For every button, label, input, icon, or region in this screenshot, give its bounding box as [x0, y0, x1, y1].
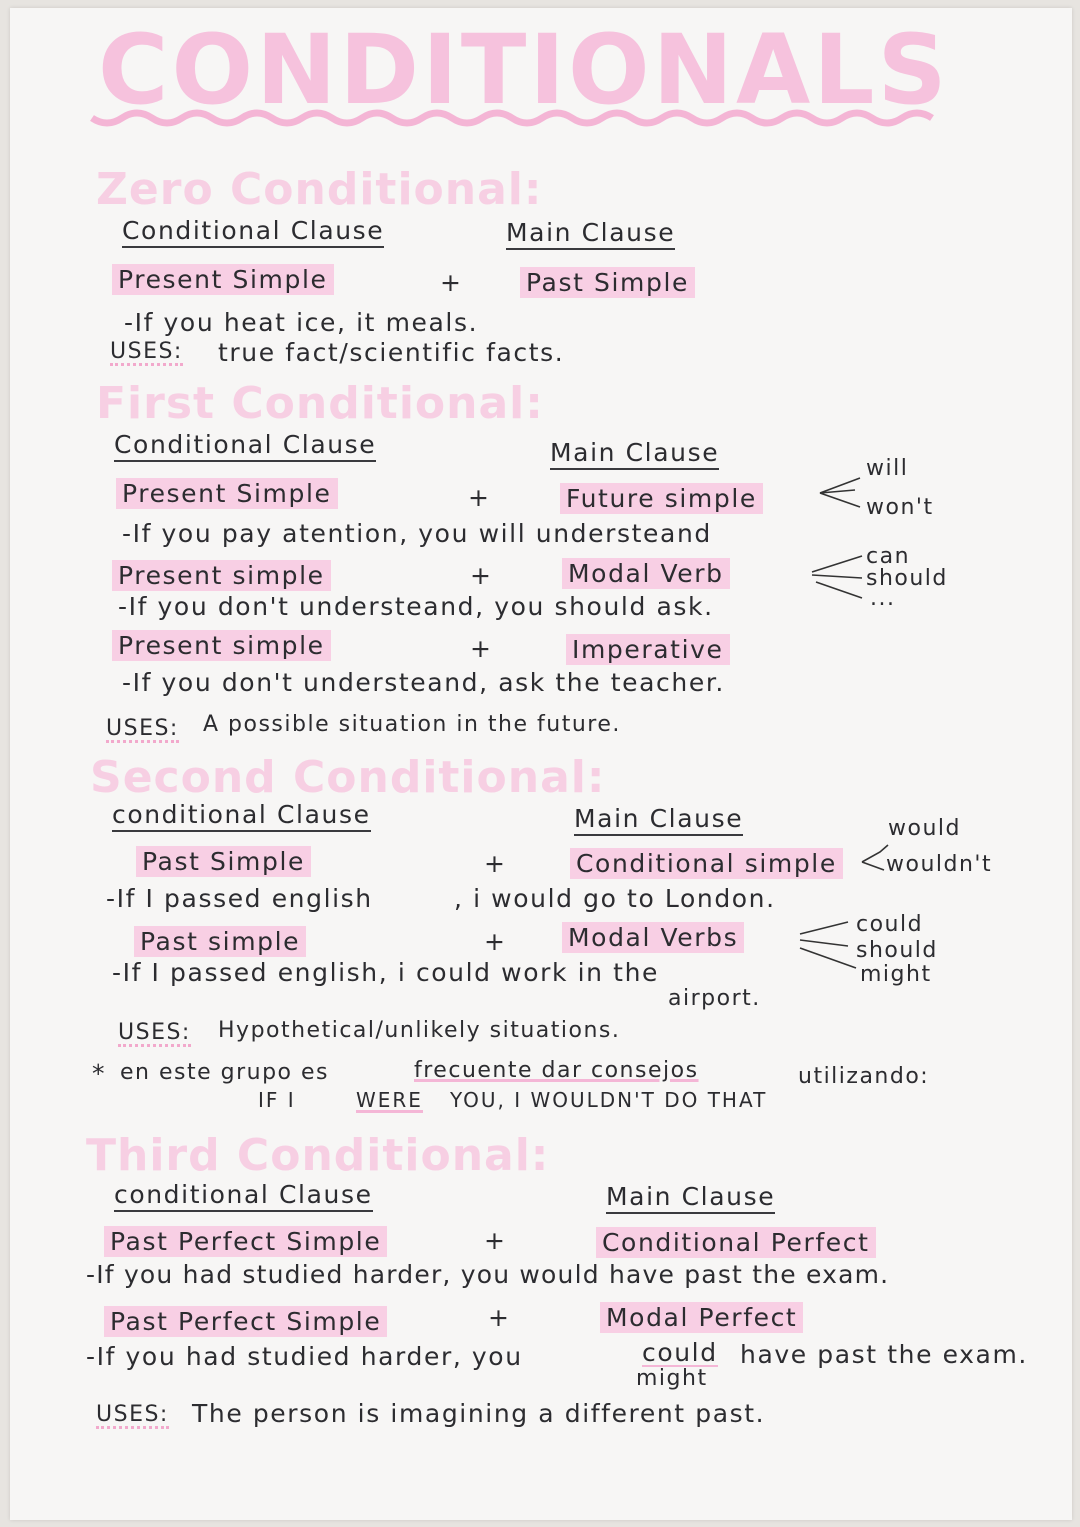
first-opt-will: will	[866, 456, 909, 481]
second-opt-should: should	[856, 938, 938, 963]
first-row3-plus: +	[470, 634, 493, 663]
first-uses-text: A possible situation in the future.	[203, 712, 621, 737]
second-example-2b: airport.	[668, 986, 761, 1011]
branch-could	[800, 922, 848, 934]
third-col-main: Main Clause	[606, 1184, 775, 1214]
third-row2-plus: +	[488, 1303, 511, 1332]
first-uses-label: USES:	[106, 716, 179, 741]
third-example-2a: -If you had studied harder, you	[86, 1342, 523, 1371]
first-example-3: -If you don't understeand, ask the teacher.	[122, 668, 725, 697]
second-opt-wouldnt: wouldn't	[886, 852, 993, 877]
first-row1-plus: +	[468, 483, 491, 512]
branch-wouldnt	[862, 862, 884, 870]
second-row2-left: Past simple	[134, 926, 306, 957]
branch-can	[812, 556, 862, 572]
branch-might	[800, 948, 856, 968]
branch-would	[862, 845, 888, 862]
first-opt-wont: won't	[866, 495, 934, 520]
third-example-2b: have past the exam.	[740, 1340, 1028, 1369]
second-note-c: utilizando:	[798, 1064, 930, 1089]
title-wavy-underline	[92, 113, 932, 123]
third-example-1: -If you had studied harder, you would have past the exam.	[86, 1260, 890, 1289]
second-note-star: *	[92, 1059, 107, 1088]
zero-uses-label: USES:	[110, 339, 183, 364]
second-row2-right: Modal Verbs	[562, 922, 744, 953]
first-row1-right: Future simple	[560, 483, 763, 514]
second-note-a: en este grupo es	[120, 1060, 329, 1085]
branch-will	[820, 478, 860, 493]
zero-row1-right: Past Simple	[520, 267, 695, 298]
third-uses-text: The person is imagining a different past.	[192, 1399, 766, 1428]
second-row1-plus: +	[484, 849, 507, 878]
first-opt-should: should	[866, 566, 948, 591]
second-row2-plus: +	[484, 927, 507, 956]
second-opt-would: would	[888, 816, 961, 841]
branch-should2	[800, 940, 848, 946]
third-col-conditional: conditional Clause	[114, 1182, 373, 1212]
second-uses-label: USES:	[118, 1020, 191, 1045]
branch-wont	[820, 493, 860, 507]
third-row1-left: Past Perfect Simple	[104, 1226, 387, 1257]
zero-row1-plus: +	[440, 268, 463, 297]
second-opt-might: might	[860, 962, 932, 987]
zero-heading: Zero Conditional:	[96, 164, 543, 215]
second-heading: Second Conditional:	[90, 752, 606, 803]
first-heading: First Conditional:	[96, 378, 544, 429]
third-example-2-could: could	[642, 1338, 718, 1367]
second-example-1a: -If I passed english	[106, 884, 373, 913]
second-example-if: IF I	[258, 1088, 296, 1112]
first-row3-right: Imperative	[566, 634, 730, 665]
second-uses-text: Hypothetical/unlikely situations.	[218, 1018, 621, 1043]
second-example-1b: , i would go to London.	[454, 884, 776, 913]
zero-col-main: Main Clause	[506, 220, 675, 250]
second-opt-could: could	[856, 912, 924, 937]
zero-col-conditional: Conditional Clause	[122, 218, 384, 248]
first-row2-left: Present simple	[112, 560, 331, 591]
zero-uses-text: true fact/scientific facts.	[218, 338, 565, 367]
third-example-2-might: might	[636, 1366, 708, 1391]
first-col-conditional: Conditional Clause	[114, 432, 376, 462]
first-example-1: -If you pay atention, you will understeand	[122, 519, 712, 548]
second-example-rest: YOU, I WOULDN'T DO THAT	[450, 1088, 768, 1112]
zero-example: -If you heat ice, it meals.	[124, 308, 479, 337]
first-example-2: -If you don't understeand, you should ask.	[118, 592, 714, 621]
first-row1-left: Present Simple	[116, 478, 338, 509]
second-row1-right: Conditional simple	[570, 848, 843, 879]
first-row2-right: Modal Verb	[562, 558, 730, 589]
third-row2-right: Modal Perfect	[600, 1302, 803, 1333]
third-uses-label: USES:	[96, 1402, 169, 1427]
page-title: CONDITIONALS	[98, 14, 950, 126]
first-col-main: Main Clause	[550, 440, 719, 470]
first-opt-etc: ...	[870, 586, 896, 611]
zero-row1-left: Present Simple	[112, 264, 334, 295]
second-col-main: Main Clause	[574, 806, 743, 836]
second-note-b: frecuente dar consejos	[414, 1058, 699, 1083]
second-example-2: -If I passed english, i could work in the	[112, 958, 659, 987]
second-example-were: WERE	[356, 1088, 423, 1112]
first-opt-can: can	[866, 544, 911, 569]
third-row1-plus: +	[484, 1226, 507, 1255]
second-row1-left: Past Simple	[136, 846, 311, 877]
third-row2-left: Past Perfect Simple	[104, 1306, 387, 1337]
first-row2-plus: +	[470, 561, 493, 590]
first-row3-left: Present simple	[112, 630, 331, 661]
branch-should	[812, 575, 862, 598]
third-row1-right: Conditional Perfect	[596, 1227, 876, 1258]
third-heading: Third Conditional:	[86, 1130, 550, 1181]
second-col-conditional: conditional Clause	[112, 802, 371, 832]
